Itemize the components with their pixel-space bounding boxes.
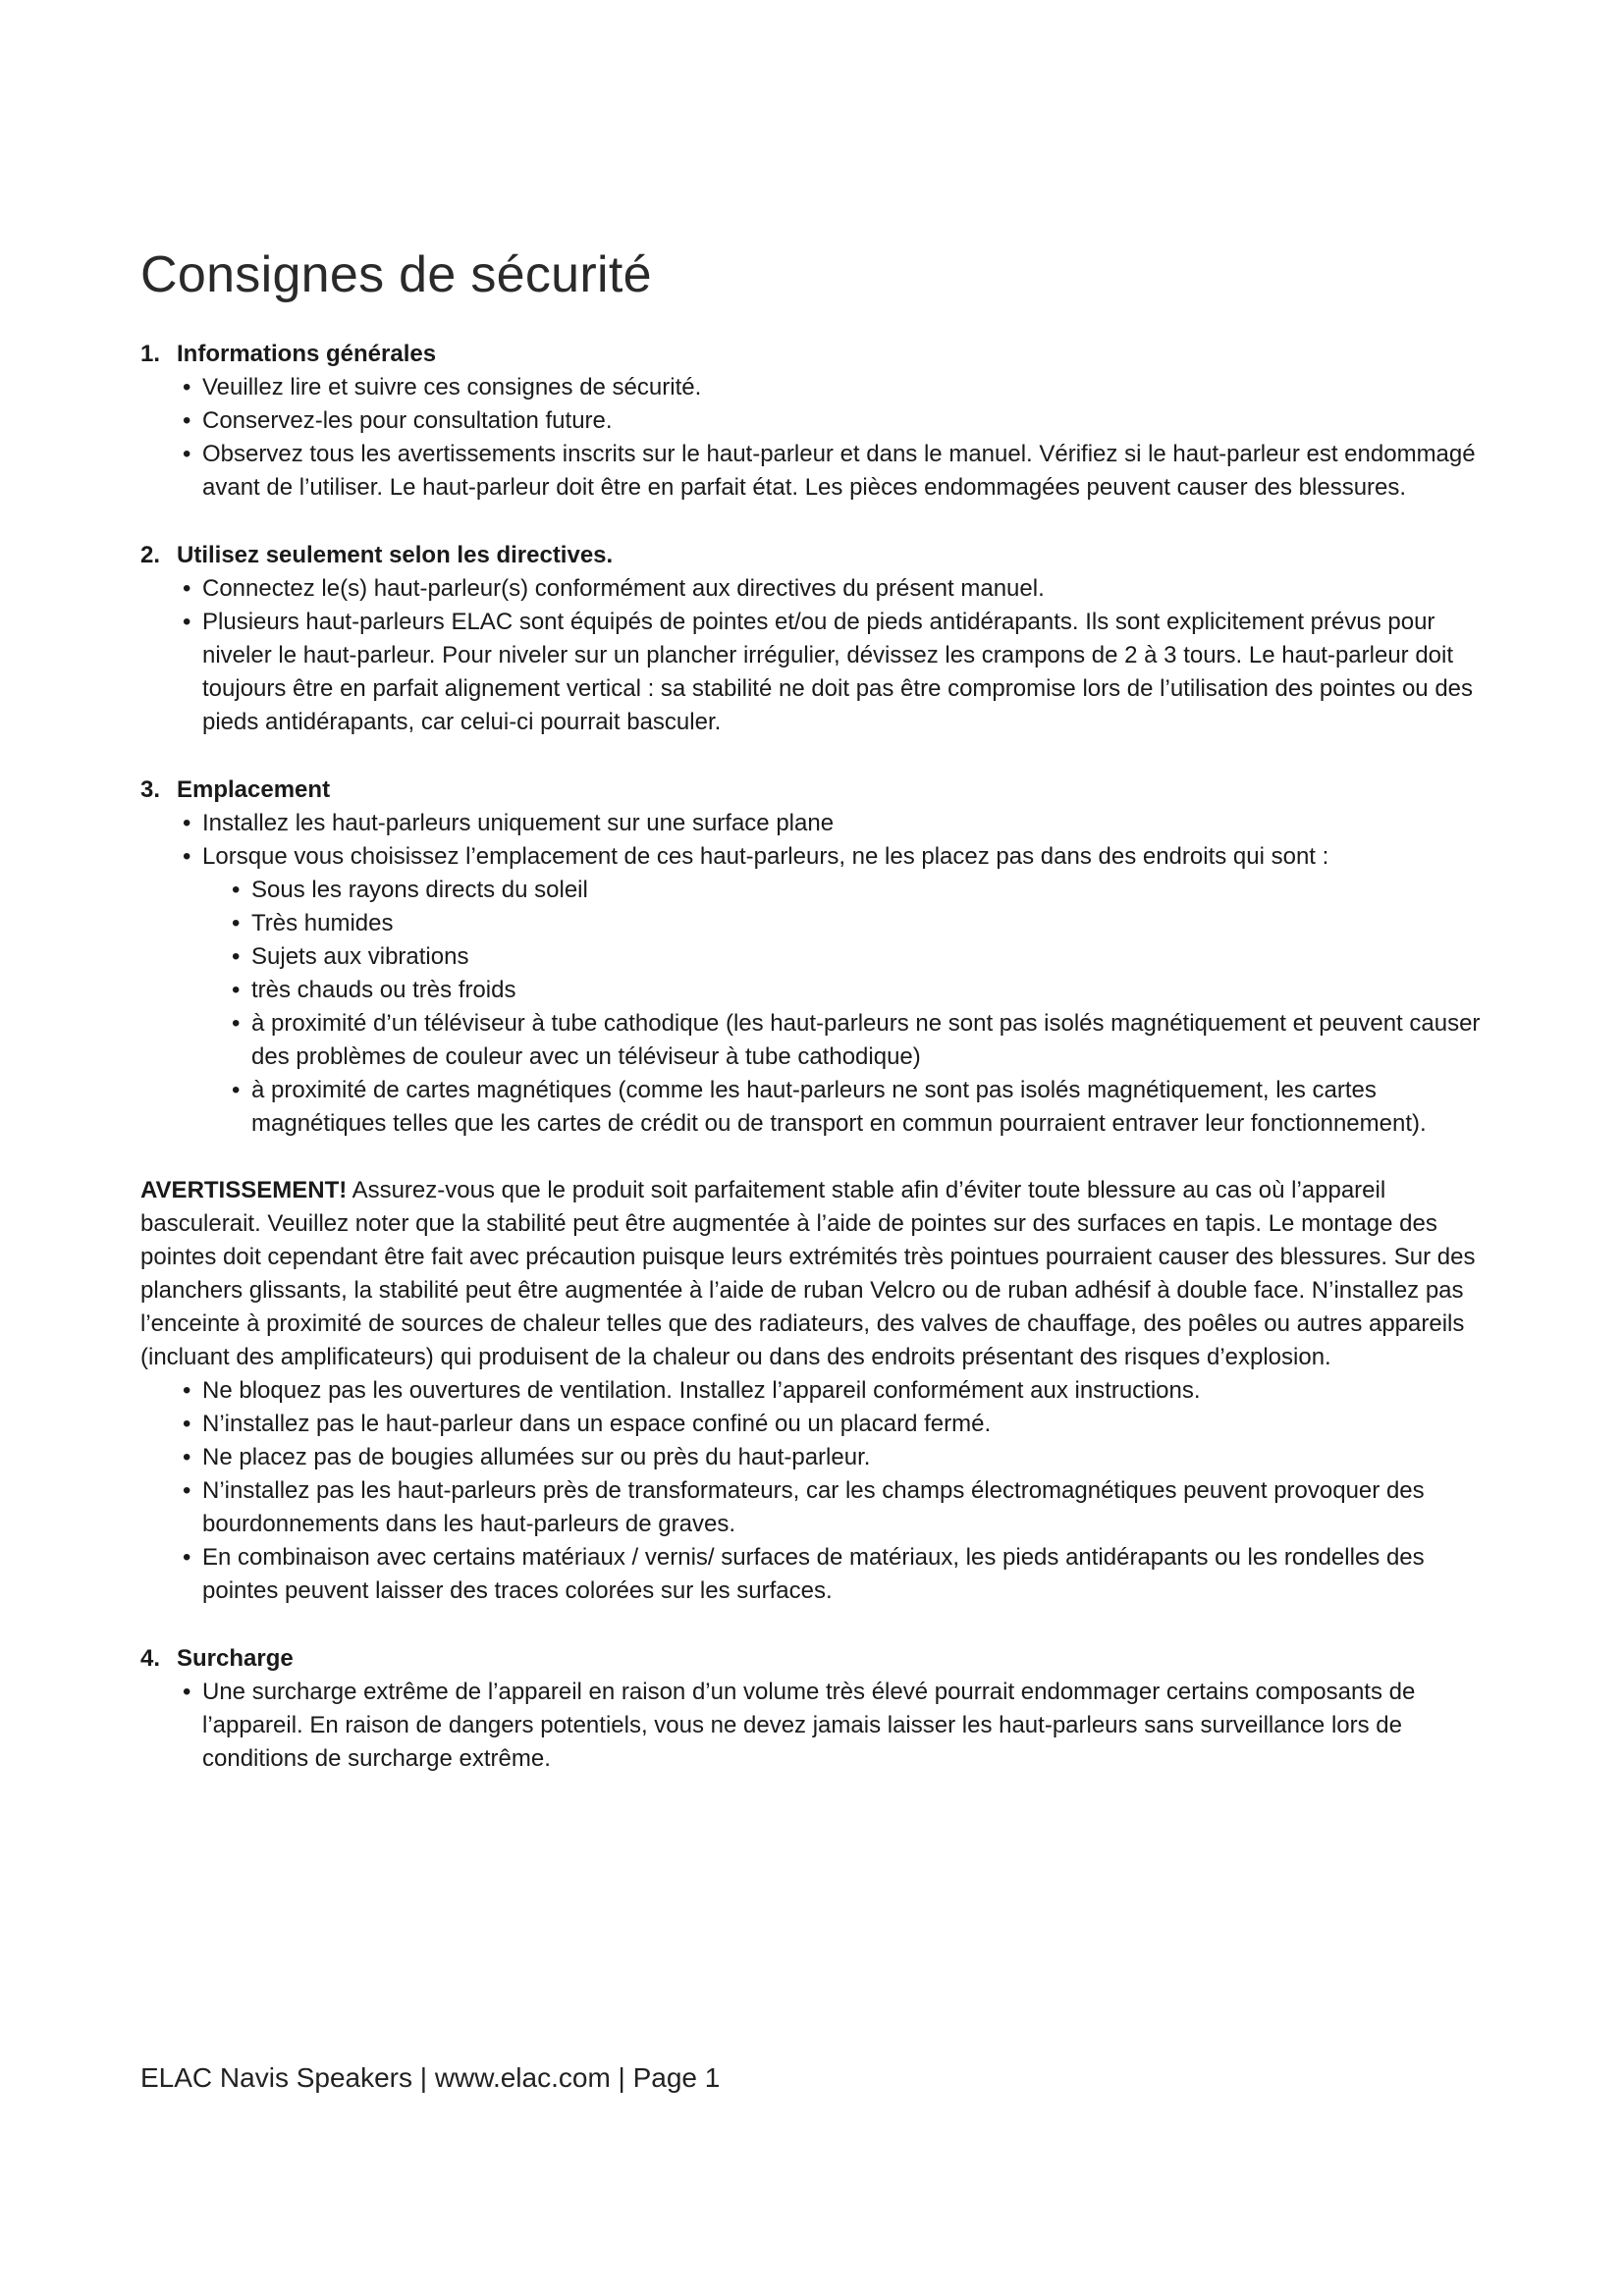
list-item: • Plusieurs haut-parleurs ELAC sont équipés de pointes et/ou de pieds antidérapants. Ils sont explicitement prévus pour niveler le haut-parleur. Pour niveler sur un plancher irrégulier, dévissez les crampons de 2 à 3 tours. Le haut-parleur doit toujours être en parfait alignement vertical : sa stabilité ne doit pas être compromise lors de l’utilisation des pointes ou des pieds antidérapants, car celui-ci pourrait basculer. <box>183 606 1495 739</box>
page-footer: ELAC Navis Speakers | www.elac.com | Page 1 <box>140 2062 721 2093</box>
list-item: • Veuillez lire et suivre ces consignes de sécurité. <box>183 371 1495 404</box>
section-overload <box>140 1642 1495 1776</box>
bullet-icon: • <box>183 1679 191 1705</box>
section-placement <box>140 774 1495 1141</box>
list-item: • Très humides <box>232 907 1495 940</box>
bullet-icon: • <box>183 1377 191 1404</box>
bullet-list <box>183 1676 1495 1776</box>
list-item: • N’installez pas les haut-parleurs près de transformateurs, car les champs électromagnétiques peuvent provoquer des bourdonnements dans les haut-parleurs de graves. <box>183 1474 1495 1541</box>
document-body <box>140 338 1495 1776</box>
bullet-icon: • <box>183 1544 191 1571</box>
section-heading <box>140 539 1495 572</box>
bullet-icon: • <box>183 609 191 635</box>
bullet-list <box>183 572 1495 739</box>
list-item: • En combinaison avec certains matériaux / vernis/ surfaces de matériaux, les pieds antidérapants ou les rondelles des pointes peuvent laisser des traces colorées sur les surfaces. <box>183 1541 1495 1608</box>
section-title: Utilisez seulement selon les directives. <box>177 542 614 568</box>
nested-bullet-list <box>232 874 1495 1141</box>
section-number: 1. <box>140 341 161 367</box>
bullet-icon: • <box>183 1444 191 1470</box>
section-heading <box>140 338 1495 371</box>
section-general-information <box>140 338 1495 505</box>
section-usage-directives <box>140 539 1495 739</box>
bullet-icon: • <box>183 575 191 602</box>
bullet-icon: • <box>232 977 241 1003</box>
list-item: • Connectez le(s) haut-parleur(s) conformément aux directives du présent manuel. <box>183 572 1495 606</box>
list-item: • à proximité d’un téléviseur à tube cathodique (les haut-parleurs ne sont pas isolés magnétiquement et peuvent causer des problèmes de couleur avec un téléviseur à tube cathodique) <box>232 1007 1495 1074</box>
bullet-icon: • <box>232 943 241 970</box>
bullet-icon: • <box>183 407 191 434</box>
list-item: • Sujets aux vibrations <box>232 940 1495 974</box>
warning-text: Assurez-vous que le produit soit parfaitement stable afin d’éviter toute blessure au cas où l’appareil basculerait. Veuillez noter que la stabilité peut être augmentée à l’aide de pointes sur des surfaces en tapis. Le montage des pointes doit cependant être fait avec précaution puisque leurs extrémités très pointues pourraient causer des blessures. Sur des planchers glissants, la stabilité peut être augmentée à l’aide de ruban Velcro ou de ruban adhésif à double face. N’installez pas l’enceinte à proximité de sources de chaleur telles que des radiateurs, des valves de chauffage, des poêles ou autres appareils (incluant des amplificateurs) qui produisent de la chaleur ou dans des endroits présentant des risques d’explosion. <box>140 1177 1476 1370</box>
list-item: • Ne bloquez pas les ouvertures de ventilation. Installez l’appareil conformément aux instructions. <box>183 1374 1495 1408</box>
bullet-icon: • <box>183 1477 191 1504</box>
page-title: Consignes de sécurité <box>140 246 652 303</box>
section-title: Surcharge <box>177 1645 294 1672</box>
list-item: • Une surcharge extrême de l’appareil en raison d’un volume très élevé pourrait endommager certains composants de l’appareil. En raison de dangers potentiels, vous ne devez jamais laisser les haut-parleurs sans surveillance lors de conditions de surcharge extrême. <box>183 1676 1495 1776</box>
section-heading <box>140 774 1495 807</box>
bullet-icon: • <box>183 1411 191 1437</box>
section-number: 2. <box>140 542 161 568</box>
list-item: • Ne placez pas de bougies allumées sur ou près du haut-parleur. <box>183 1441 1495 1474</box>
bullet-icon: • <box>183 810 191 836</box>
bullet-icon: • <box>232 910 241 936</box>
bullet-list <box>183 807 1495 874</box>
list-item: • Installez les haut-parleurs uniquement sur une surface plane <box>183 807 1495 840</box>
bullet-icon: • <box>183 374 191 400</box>
bullet-icon: • <box>232 1077 241 1103</box>
bullet-icon: • <box>232 1010 241 1037</box>
bullet-list <box>183 371 1495 505</box>
section-title: Informations générales <box>177 341 437 367</box>
list-item: • Sous les rayons directs du soleil <box>232 874 1495 907</box>
warning-paragraph <box>140 1174 1495 1374</box>
list-item: • N’installez pas le haut-parleur dans un espace confiné ou un placard fermé. <box>183 1408 1495 1441</box>
section-title: Emplacement <box>177 776 331 803</box>
bullet-list <box>183 1374 1495 1608</box>
list-item: • Observez tous les avertissements inscrits sur le haut-parleur et dans le manuel. Vérifiez si le haut-parleur est endommagé avant de l’utiliser. Le haut-parleur doit être en parfait état. Les pièces endommagées peuvent causer des blessures. <box>183 438 1495 505</box>
warning-label: AVERTISSEMENT! <box>140 1177 348 1203</box>
bullet-icon: • <box>183 441 191 467</box>
section-number: 3. <box>140 776 161 803</box>
bullet-icon: • <box>232 877 241 903</box>
section-heading <box>140 1642 1495 1676</box>
list-item: • à proximité de cartes magnétiques (comme les haut-parleurs ne sont pas isolés magnétiquement, les cartes magnétiques telles que les cartes de crédit ou de transport en commun pourraient entraver leur fonctionnement). <box>232 1074 1495 1141</box>
list-item: • Conservez-les pour consultation future. <box>183 404 1495 438</box>
list-item: • très chauds ou très froids <box>232 974 1495 1007</box>
section-number: 4. <box>140 1645 161 1672</box>
bullet-icon: • <box>183 843 191 870</box>
warning-block <box>140 1174 1495 1608</box>
list-item: • Lorsque vous choisissez l’emplacement de ces haut-parleurs, ne les placez pas dans des endroits qui sont : <box>183 840 1495 874</box>
